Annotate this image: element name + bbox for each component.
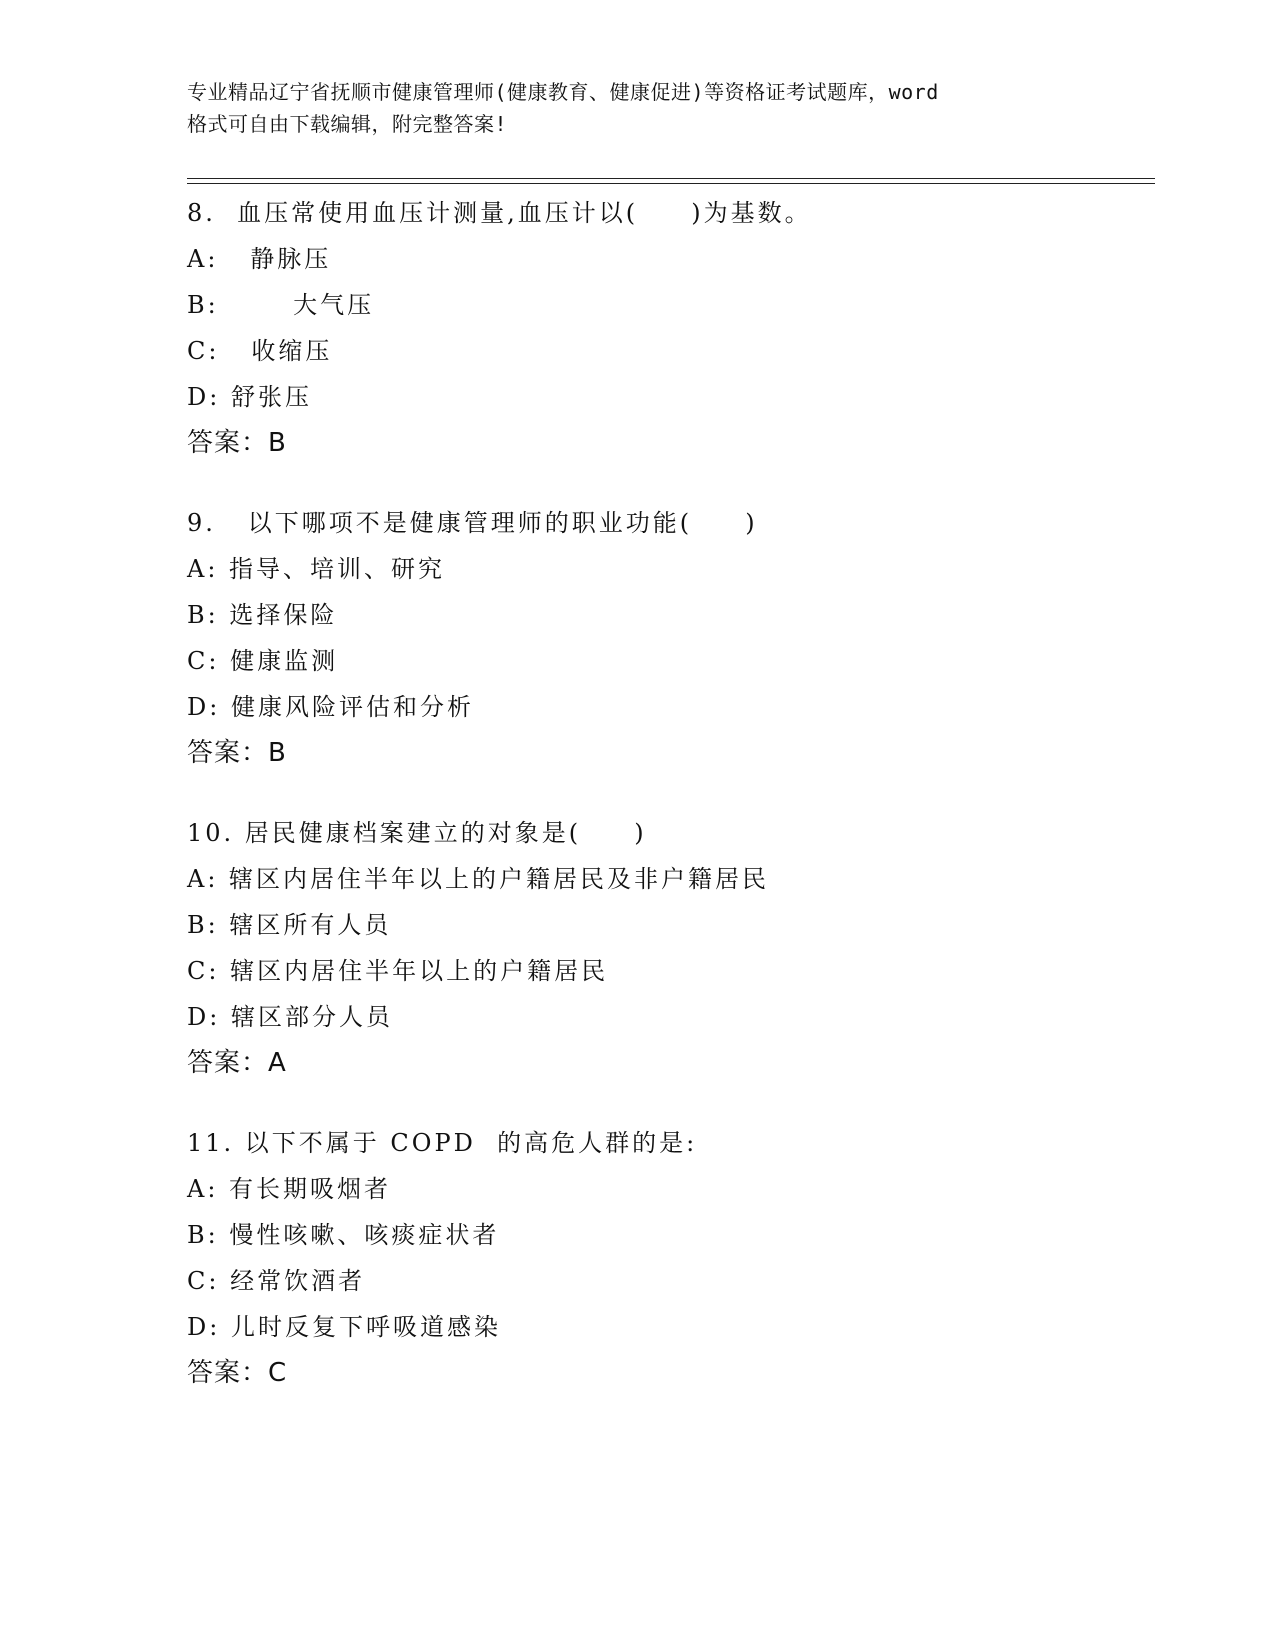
answer-label: 答案：C [187, 1358, 288, 1388]
header-divider-top [187, 178, 1155, 179]
option-d: D: 舒张压 [187, 383, 312, 411]
question-stem: 11. 以下不属于 COPD 的高危人群的是: [187, 1129, 698, 1157]
option-b: B: 大气压 [187, 291, 375, 319]
option-b: B: 辖区所有人员 [187, 911, 392, 939]
option-c: C: 健康监测 [187, 647, 339, 675]
question-10 [187, 810, 1155, 1086]
option-a: A: 指导、培训、研究 [187, 555, 446, 583]
header-line-2: 格式可自由下载编辑，附完整答案! [187, 112, 508, 136]
answer-label: 答案：B [187, 738, 287, 768]
header-divider-bottom [187, 183, 1155, 184]
option-b: B: 慢性咳嗽、咳痰症状者 [187, 1221, 500, 1249]
option-c: C: 收缩压 [187, 337, 333, 365]
question-9 [187, 500, 1155, 776]
option-a: A: 有长期吸烟者 [187, 1175, 392, 1203]
option-a: A: 辖区内居住半年以上的户籍居民及非户籍居民 [187, 865, 770, 893]
option-d: D: 辖区部分人员 [187, 1003, 393, 1031]
question-stem: 8. 血压常使用血压计测量,血压计以( )为基数。 [187, 199, 812, 227]
answer-label: 答案：A [187, 1048, 287, 1078]
option-b: B: 选择保险 [187, 601, 338, 629]
question-stem: 10. 居民健康档案建立的对象是( ) [187, 819, 647, 847]
header-line-1: 专业精品辽宁省抚顺市健康管理师(健康教育、健康促进)等资格证考试题库，word [187, 80, 939, 104]
question-8 [187, 190, 1155, 466]
option-d: D: 儿时反复下呼吸道感染 [187, 1313, 501, 1341]
option-c: C: 经常饮酒者 [187, 1267, 366, 1295]
option-a: A: 静脉压 [187, 245, 332, 273]
question-list [187, 190, 1155, 1430]
document-header [187, 76, 1092, 140]
answer-label: 答案：B [187, 428, 287, 458]
option-d: D: 健康风险评估和分析 [187, 693, 474, 721]
question-stem: 9. 以下哪项不是健康管理师的职业功能( ) [187, 509, 758, 537]
question-11 [187, 1120, 1155, 1396]
option-c: C: 辖区内居住半年以上的户籍居民 [187, 957, 609, 985]
